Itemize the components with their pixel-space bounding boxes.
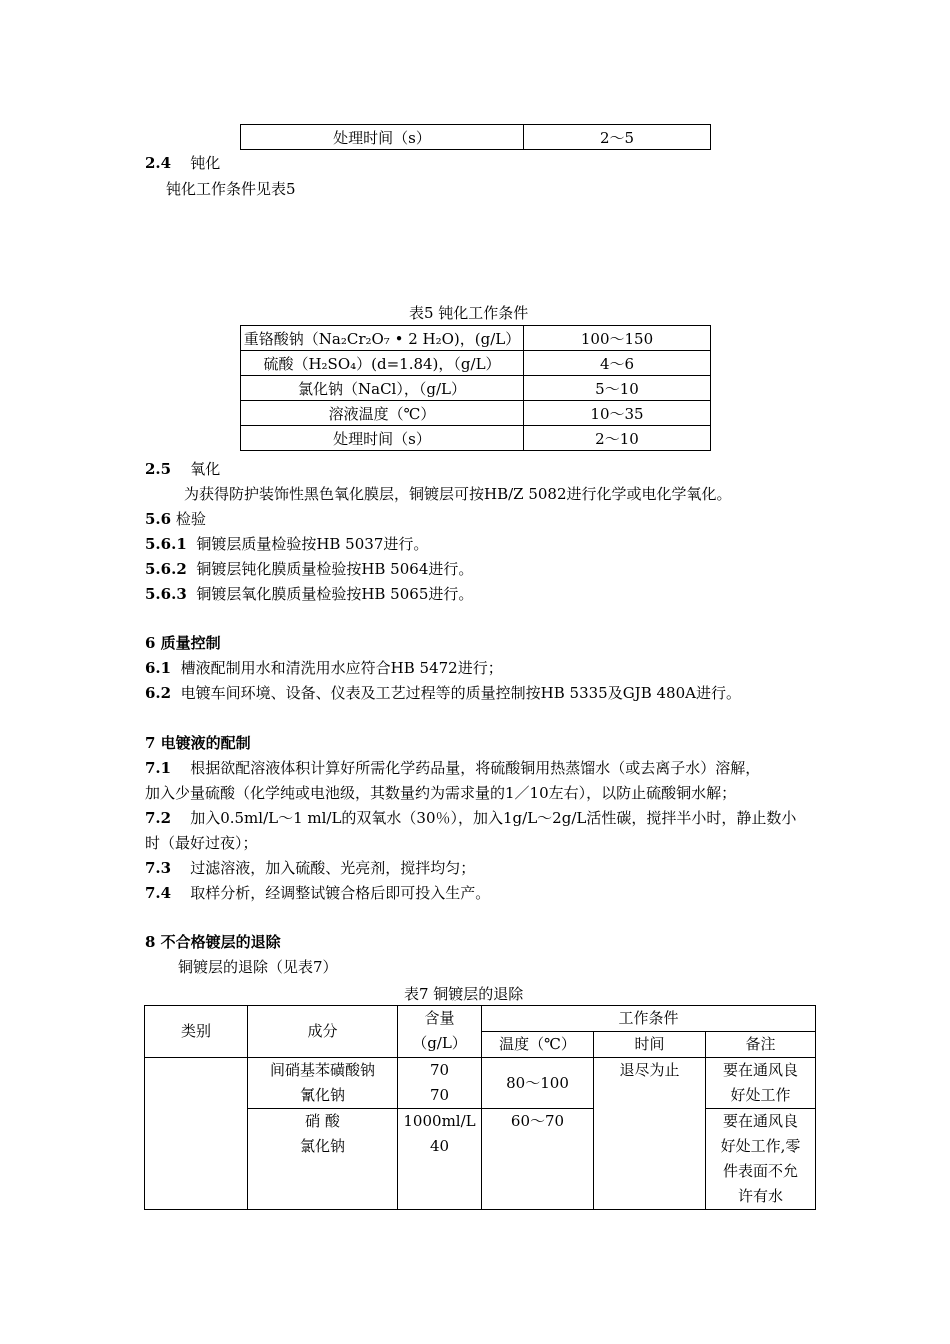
item-text: 根据欲配溶液体积计算好所需化学药品量，将硫酸铜用热蒸馏水（或去离子水）溶解， xyxy=(190,759,761,777)
section-2-4-text: 钝化工作条件见表5 xyxy=(166,180,296,198)
content-line: 40 xyxy=(429,1137,450,1155)
cell-component xyxy=(248,1109,398,1210)
table-cell-value: 2～5 xyxy=(524,125,711,150)
cell-content xyxy=(398,1058,482,1109)
cell-notes xyxy=(706,1058,816,1109)
section-2-5-heading xyxy=(145,459,220,479)
list-item xyxy=(145,658,503,678)
component-line: 氯化钠 xyxy=(299,1137,345,1155)
section-number: 2.4 xyxy=(145,154,172,172)
table5-caption: 表5 钝化工作条件 xyxy=(409,304,529,322)
item-number: 6.2 xyxy=(145,684,172,702)
header-content-label: 含量 xyxy=(424,1009,455,1027)
component-line: 间硝基苯磺酸钠 xyxy=(269,1061,375,1079)
notes-line: 许有水 xyxy=(737,1187,783,1205)
table5 xyxy=(240,325,711,451)
paragraph-7-1 xyxy=(145,758,760,778)
top-table xyxy=(240,124,711,150)
list-item xyxy=(145,534,428,554)
section-7-heading: 7 电镀液的配制 xyxy=(145,734,251,752)
header-component: 成分 xyxy=(248,1006,398,1058)
section-number: 5.6 xyxy=(145,510,172,528)
table-cell-value: 5～10 xyxy=(524,376,711,401)
item-text: 电镀车间环境、设备、仪表及工艺过程等的质量控制按HB 5335及GJB 480A进行。 xyxy=(180,684,741,702)
item-number: 7.2 xyxy=(145,809,172,827)
item-text: 过滤溶液，加入硫酸、光亮剂，搅拌均匀； xyxy=(190,859,476,877)
cell-temperature: 80～100 xyxy=(482,1058,594,1109)
table-row xyxy=(241,401,711,426)
table-row xyxy=(241,125,711,150)
table-row xyxy=(241,376,711,401)
table-cell-label: 处理时间（s） xyxy=(241,426,524,451)
paragraph-7-1-cont: 加入少量硫酸（化学纯或电池级，其数量约为需求量的1／10左右），以防止硫酸铜水解； xyxy=(145,784,737,802)
table-row xyxy=(241,351,711,376)
paragraph-7-3 xyxy=(145,858,475,878)
content-line: 70 xyxy=(429,1086,450,1104)
list-item xyxy=(145,584,473,604)
cell-time: 退尽为止 xyxy=(594,1058,706,1210)
item-text: 取样分析，经调整试镀合格后即可投入生产。 xyxy=(190,884,491,902)
item-number: 5.6.3 xyxy=(145,585,187,603)
table-cell-label: 溶液温度（℃） xyxy=(241,401,524,426)
item-text: 铜镀层质量检验按HB 5037进行。 xyxy=(196,535,429,553)
item-text: 槽液配制用水和清洗用水应符合HB 5472进行； xyxy=(180,659,503,677)
table-cell-value: 10～35 xyxy=(524,401,711,426)
notes-line: 好处工作,零 xyxy=(720,1137,801,1155)
paragraph-7-4 xyxy=(145,883,490,903)
table-cell-label: 硫酸（H₂SO₄）(d=1.84)，（g/L） xyxy=(241,351,524,376)
header-conditions: 工作条件 xyxy=(482,1006,816,1032)
item-text: 加入0.5ml/L～1 ml/L的双氧水（30％），加入1g/L～2g/L活性碳，搅拌半小时，静止数小 xyxy=(190,809,797,827)
paragraph-7-2-cont: 时（最好过夜）； xyxy=(145,834,258,852)
component-line: 氰化钠 xyxy=(299,1086,345,1104)
notes-line: 件表面不允 xyxy=(722,1162,798,1180)
item-number: 7.4 xyxy=(145,884,172,902)
table-cell-value: 2～10 xyxy=(524,426,711,451)
table-row xyxy=(241,426,711,451)
item-number: 5.6.2 xyxy=(145,560,187,578)
item-number: 5.6.1 xyxy=(145,535,187,553)
header-notes: 备注 xyxy=(706,1032,816,1058)
list-item xyxy=(145,683,741,703)
list-item xyxy=(145,559,473,579)
notes-line: 要在通风良 xyxy=(722,1112,798,1130)
table-row xyxy=(241,326,711,351)
notes-line: 要在通风良 xyxy=(722,1061,798,1079)
section-2-4-heading xyxy=(145,153,220,173)
header-category: 类别 xyxy=(145,1006,248,1058)
cell-category xyxy=(145,1058,248,1210)
section-8-heading: 8 不合格镀层的退除 xyxy=(145,933,281,951)
item-text: 铜镀层氧化膜质量检验按HB 5065进行。 xyxy=(196,585,474,603)
item-number: 6.1 xyxy=(145,659,172,677)
cell-temperature: 60～70 xyxy=(482,1109,594,1210)
table-cell-value: 4～6 xyxy=(524,351,711,376)
cell-notes xyxy=(706,1109,816,1210)
component-line: 硝 酸 xyxy=(305,1112,340,1130)
content-line: 1000ml/L xyxy=(403,1112,476,1130)
item-number: 7.1 xyxy=(145,759,172,777)
table-cell-label: 重铬酸钠（Na₂Cr₂O₇ • 2 H₂O)，(g/L） xyxy=(241,326,524,351)
section-8-text: 铜镀层的退除（见表7） xyxy=(178,958,338,976)
table7-caption: 表7 铜镀层的退除 xyxy=(404,985,524,1003)
section-6-heading: 6 质量控制 xyxy=(145,634,221,652)
item-number: 7.3 xyxy=(145,859,172,877)
table-cell-label: 氯化钠（NaCl），（g/L） xyxy=(241,376,524,401)
table7 xyxy=(144,1005,816,1210)
table-header-row xyxy=(145,1006,816,1032)
content-line: 70 xyxy=(429,1061,450,1079)
table-cell-value: 100～150 xyxy=(524,326,711,351)
paragraph-7-2 xyxy=(145,808,796,828)
item-text: 铜镀层钝化膜质量检验按HB 5064进行。 xyxy=(196,560,474,578)
section-title: 钝化 xyxy=(190,154,221,172)
cell-component xyxy=(248,1058,398,1109)
section-title: 氧化 xyxy=(190,460,221,478)
notes-line: 好处工作 xyxy=(730,1086,791,1104)
table-row xyxy=(145,1058,816,1109)
section-number: 2.5 xyxy=(145,460,172,478)
table-cell-label: 处理时间（s） xyxy=(241,125,524,150)
header-content xyxy=(398,1006,482,1058)
section-title: 检验 xyxy=(175,510,206,528)
header-time: 时间 xyxy=(594,1032,706,1058)
header-content-unit: （g/L） xyxy=(412,1034,467,1052)
cell-content xyxy=(398,1109,482,1210)
section-5-6-heading xyxy=(145,509,206,529)
section-2-5-text: 为获得防护装饰性黑色氧化膜层，铜镀层可按HB/Z 5082进行化学或电化学氧化。 xyxy=(184,485,732,503)
header-temperature: 温度（℃） xyxy=(482,1032,594,1058)
